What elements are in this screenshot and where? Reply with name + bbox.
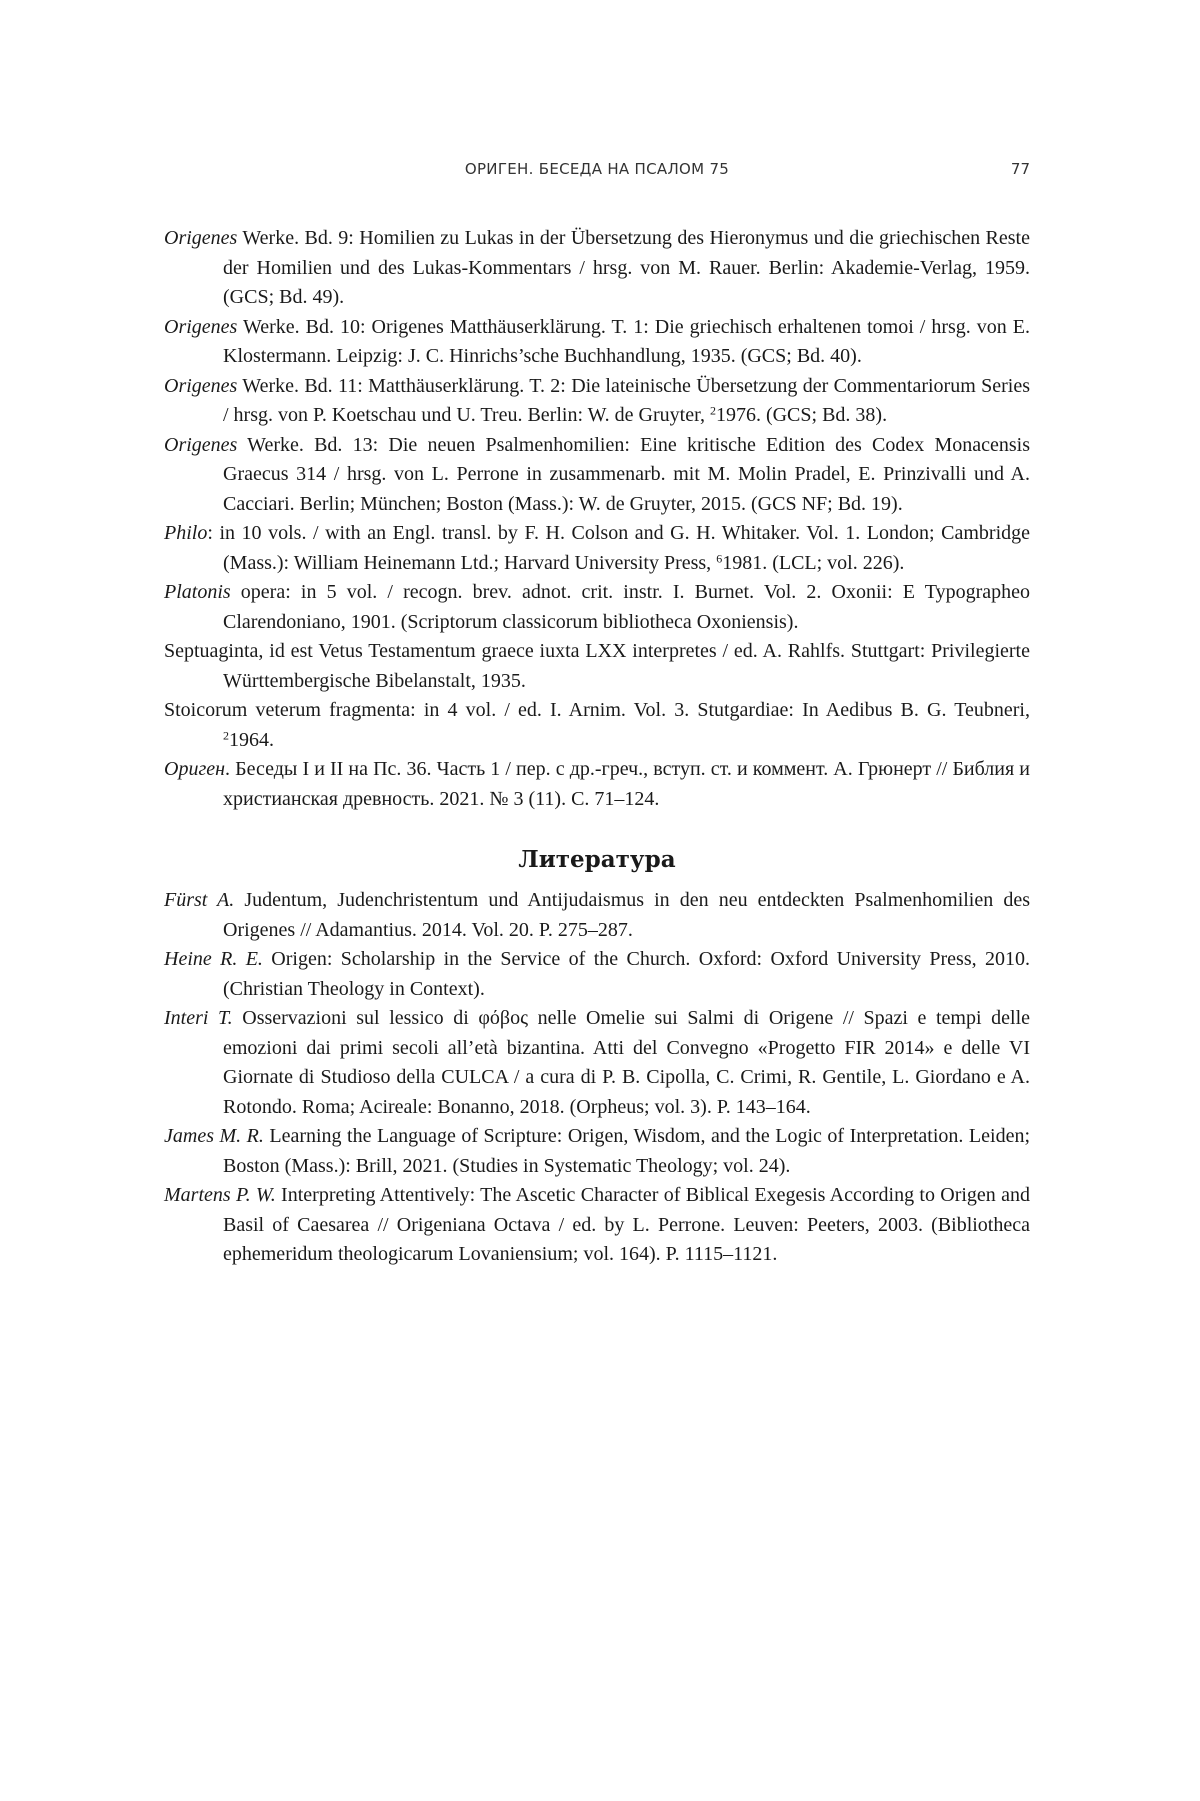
entry-text: opera: in 5 vol. / recogn. brev. adnot. crit. instr. I. Burnet. Vol. 2. Oxonii: E Typographeo Clarendoniano, 1901. (Scriptorum classicorum bibliotheca Oxoniensis).	[223, 581, 1030, 633]
entry-text-tail: 1964.	[229, 728, 274, 751]
entry-author: Heine R. E.	[164, 948, 263, 970]
bibliography-entry	[164, 313, 1030, 372]
bibliography-entry	[164, 945, 1030, 1004]
bibliography-body	[164, 224, 1030, 1270]
entry-author: Origenes	[164, 227, 238, 249]
entry-text: Werke. Bd. 13: Die neuen Psalmenhomilien: Eine kritische Edition des Codex Monacensis Graecus 314 / hrsg. von L. Perrone in zusammenarb. mit M. Molin Pradel, E. Prinzivalli und A. Cacciari. Berlin; München; Boston (Mass.): W. de Gruyter, 2015. (GCS NF; Bd. 19).	[223, 433, 1030, 515]
literature-list	[164, 886, 1030, 1270]
entry-text: Interpreting Attentively: The Ascetic Character of Biblical Exegesis According to Origen and Basil of Caesarea // Origeniana Octava / ed. by L. Perrone. Leuven: Peeters, 2003. (Bibliotheca ephemeridum theologicarum Lovaniensium; vol. 164). P. 1115–1121.	[223, 1184, 1030, 1265]
entry-author: Ориген	[164, 758, 226, 780]
section-heading-literature: Литература	[518, 846, 676, 873]
entry-author: Philo	[164, 522, 208, 544]
entry-text: . Беседы I и II на Пс. 36. Часть 1 / пер. с др.-греч., вступ. ст. и коммент. А. Грюнерт // Библия и христианская древность. 2021. № 3 (11). С. 71–124.	[223, 758, 1030, 810]
bibliography-entry	[164, 372, 1030, 431]
entry-author: James M. R.	[164, 1125, 264, 1147]
bibliography-entry	[164, 696, 1030, 755]
bibliography-entry	[164, 755, 1030, 814]
entry-text: Werke. Bd. 9: Homilien zu Lukas in der Übersetzung des Hieronymus und die griechischen Reste der Homilien und des Lukas-Kommentars / hrsg. von M. Rauer. Berlin: Akademie-Verlag, 1959. (GCS; Bd. 49).	[223, 227, 1030, 308]
entry-author: Origenes	[164, 433, 238, 456]
entry-author: Fürst A.	[164, 889, 235, 911]
entry-text: Osservazioni sul lessico di φόβος nelle Omelie sui Salmi di Origene // Spazi e tempi delle emozioni dai primi secoli all’età bizantina. Atti del Convegno «Progetto FIR 2014» e delle VI Giornate di Studioso della CULCA / a cura di P. B. Cipolla, C. Crimi, R. Gentile, L. Giordano e A. Rotondo. Roma; Acireale: Bonanno, 2018. (Orpheus; vol. 3). P. 143–164.	[223, 1007, 1031, 1118]
bibliography-entry	[164, 1181, 1030, 1270]
entry-text: Origen: Scholarship in the Service of the Church. Oxford: Oxford University Press, 2010. (Christian Theology in Context).	[223, 948, 1031, 1000]
entry-text: Judentum, Judenchristentum und Antijudaismus in den neu entdeckten Psalmenhomilien des Origenes // Adamantius. 2014. Vol. 20. P. 275–287.	[223, 889, 1030, 941]
bibliography-entry	[164, 637, 1030, 696]
bibliography-entry	[164, 886, 1030, 945]
edition-number: 2	[223, 727, 229, 742]
bibliography-entry	[164, 431, 1030, 520]
bibliography-entry	[164, 1004, 1030, 1122]
entry-text: Learning the Language of Scripture: Origen, Wisdom, and the Logic of Interpretation. Leiden; Boston (Mass.): Brill, 2021. (Studies in Systematic Theology; vol. 24).	[223, 1125, 1031, 1177]
entry-text: Septuaginta, id est Vetus Testamentum graece iuxta LXX interpretes / ed. A. Rahlfs. Stuttgart: Privilegierte Württembergische Bibelanstalt, 1935.	[164, 640, 1030, 692]
page-number: 77	[1010, 160, 1030, 178]
entry-author: Platonis	[164, 581, 231, 603]
entry-author: Martens P. W.	[164, 1184, 276, 1206]
running-head-title: ОРИГЕН. БЕСЕДА НА ПСАЛОМ 75	[464, 160, 730, 178]
entry-text: Stoicorum veterum fragmenta: in 4 vol. / ed. I. Arnim. Vol. 3. Stutgardiae: In Aedibus B. G. Teubneri,	[164, 699, 1030, 721]
entry-text-tail: 1981. (LCL; vol. 226).	[722, 551, 905, 574]
entry-text: Werke. Bd. 10: Origenes Matthäuserklärung. T. 1: Die griechisch erhaltenen tomoi / hrsg. von E. Klostermann. Leipzig: J. C. Hinrichs’sche Buchhandlung, 1935. (GCS; Bd. 40).	[223, 315, 1030, 367]
bibliography-entry	[164, 519, 1030, 578]
bibliography-entry	[164, 224, 1030, 313]
entry-author: Origenes	[164, 315, 238, 338]
sources-list	[164, 224, 1030, 814]
entry-author: Origenes	[164, 374, 238, 397]
bibliography-entry	[164, 1122, 1030, 1181]
entry-text-tail: 1976. (GCS; Bd. 38).	[715, 404, 888, 426]
entry-author: Interi T.	[164, 1007, 233, 1029]
entry-text: : in 10 vols. / with an Engl. transl. by F. H. Colson and G. H. Whitaker. Vol. 1. London; Cambridge (Mass.): William Heinemann Ltd.; Harvard University Press,	[207, 522, 1030, 574]
edition-number: 6	[716, 550, 723, 565]
edition-number: 2	[709, 403, 716, 418]
entry-text: Werke. Bd. 11: Matthäuserklärung. T. 2: Die lateinische Übersetzung der Commentariorum Series / hrsg. von P. Koetschau und U. Treu. Berlin: W. de Gruyter,	[223, 374, 1030, 426]
running-head	[164, 160, 1030, 184]
bibliography-entry	[164, 578, 1030, 637]
